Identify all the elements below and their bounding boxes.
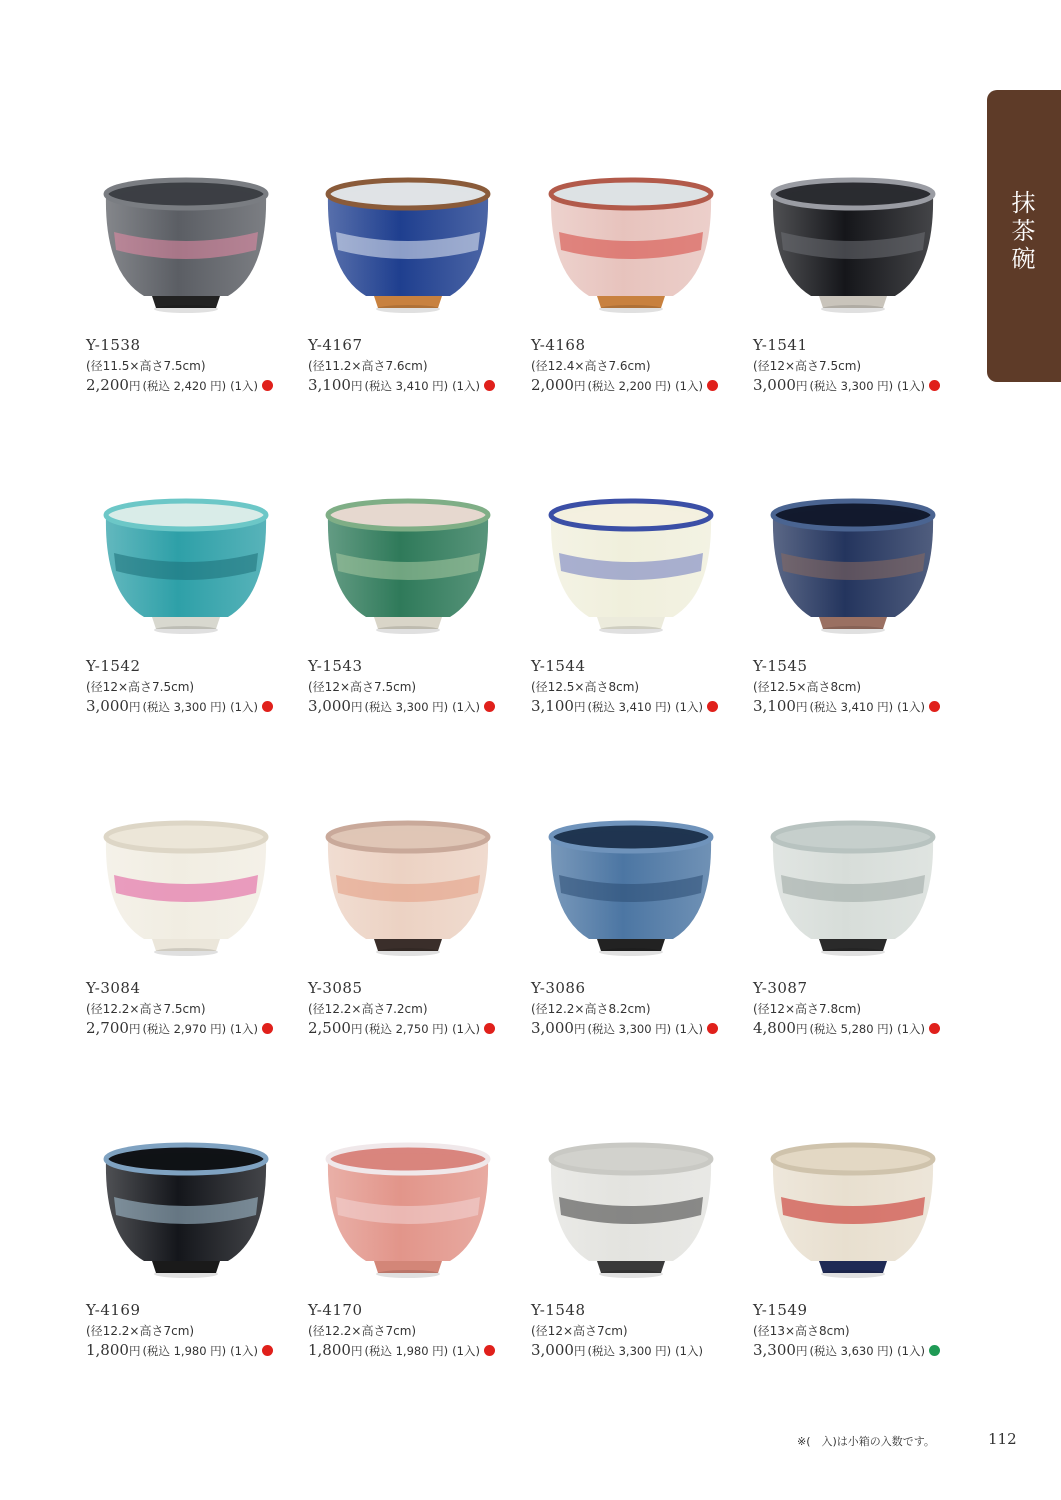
- product-size: (径12×高さ7.5cm): [753, 359, 862, 373]
- product-size: (径12×高さ7.8cm): [753, 1002, 862, 1016]
- price-line: [86, 1019, 273, 1037]
- status-dot-icon: [929, 701, 940, 712]
- status-dot-icon: [484, 1345, 495, 1356]
- tax-included-price: (税込 3,300 円): [142, 700, 227, 714]
- box-quantity: (1入): [675, 1022, 703, 1036]
- currency-label: 円: [128, 1344, 141, 1358]
- footer-note: ※( 入)は小箱の入数です。: [797, 1435, 935, 1448]
- product-price: 3,000: [753, 376, 796, 394]
- product-size: (径12.4×高さ7.6cm): [531, 359, 651, 373]
- box-quantity: (1入): [452, 1022, 480, 1036]
- product-code: Y-1541: [753, 336, 808, 354]
- tax-included-price: (税込 2,750 円): [364, 1022, 449, 1036]
- box-quantity: (1入): [675, 1344, 703, 1358]
- product-card[interactable]: [753, 493, 975, 763]
- product-image: [86, 1137, 308, 1297]
- box-quantity: (1入): [452, 379, 480, 393]
- product-price: 2,500: [308, 1019, 351, 1037]
- tax-included-price: (税込 3,410 円): [809, 700, 894, 714]
- tea-bowl-image: [308, 172, 508, 332]
- box-quantity: (1入): [675, 700, 703, 714]
- product-card[interactable]: [531, 815, 753, 1085]
- tax-included-price: (税込 1,980 円): [364, 1344, 449, 1358]
- box-quantity: (1入): [897, 1022, 925, 1036]
- product-code: Y-4168: [531, 336, 586, 354]
- status-dot-icon: [929, 380, 940, 391]
- price-line: [753, 1341, 940, 1359]
- currency-label: 円: [128, 1022, 141, 1036]
- tax-included-price: (税込 5,280 円): [809, 1022, 894, 1036]
- product-price: 3,000: [531, 1341, 574, 1359]
- product-code: Y-1549: [753, 1301, 808, 1319]
- currency-label: 円: [573, 379, 586, 393]
- box-quantity: (1入): [230, 700, 258, 714]
- tea-bowl-image: [86, 1137, 286, 1297]
- currency-label: 円: [128, 700, 141, 714]
- price-line: [753, 697, 940, 715]
- product-image: [531, 1137, 753, 1297]
- currency-label: 円: [350, 379, 363, 393]
- status-dot-icon: [484, 380, 495, 391]
- product-card[interactable]: [86, 172, 308, 442]
- product-size: (径11.5×高さ7.5cm): [86, 359, 206, 373]
- product-price: 3,000: [86, 697, 129, 715]
- box-quantity: (1入): [230, 1022, 258, 1036]
- product-price: 3,000: [308, 697, 351, 715]
- product-price: 3,300: [753, 1341, 796, 1359]
- product-code: Y-1544: [531, 657, 586, 675]
- product-card[interactable]: [753, 1137, 975, 1407]
- product-image: [308, 493, 530, 653]
- price-line: [531, 1341, 703, 1359]
- product-code: Y-3085: [308, 979, 363, 997]
- product-image: [753, 493, 975, 653]
- product-price: 3,000: [531, 1019, 574, 1037]
- tea-bowl-image: [308, 1137, 508, 1297]
- box-quantity: (1入): [452, 700, 480, 714]
- product-price: 2,700: [86, 1019, 129, 1037]
- box-quantity: (1入): [897, 700, 925, 714]
- product-price: 2,200: [86, 376, 129, 394]
- status-dot-icon: [484, 701, 495, 712]
- status-dot-icon: [707, 1023, 718, 1034]
- page-number: 112: [988, 1430, 1017, 1448]
- category-tab[interactable]: [987, 90, 1061, 382]
- product-size: (径13×高さ8cm): [753, 1324, 850, 1338]
- box-quantity: (1入): [230, 379, 258, 393]
- product-card[interactable]: [308, 493, 530, 763]
- box-quantity: (1入): [452, 1344, 480, 1358]
- status-dot-icon: [929, 1345, 940, 1356]
- currency-label: 円: [795, 700, 808, 714]
- product-code: Y-1542: [86, 657, 141, 675]
- tax-included-price: (税込 3,410 円): [364, 379, 449, 393]
- tea-bowl-image: [308, 493, 508, 653]
- price-line: [531, 376, 718, 394]
- product-image: [753, 815, 975, 975]
- product-card[interactable]: [86, 493, 308, 763]
- price-line: [753, 376, 940, 394]
- product-size: (径12.2×高さ7cm): [308, 1324, 417, 1338]
- status-dot-icon: [929, 1023, 940, 1034]
- product-code: Y-1543: [308, 657, 363, 675]
- status-dot-icon: [707, 701, 718, 712]
- price-line: [308, 1341, 495, 1359]
- price-line: [308, 697, 495, 715]
- currency-label: 円: [573, 1022, 586, 1036]
- price-line: [308, 376, 495, 394]
- currency-label: 円: [350, 700, 363, 714]
- category-tab-label: 抹茶碗: [1007, 190, 1035, 274]
- tea-bowl-image: [753, 493, 953, 653]
- product-size: (径12.2×高さ7.2cm): [308, 1002, 428, 1016]
- product-size: (径12×高さ7cm): [531, 1324, 628, 1338]
- tax-included-price: (税込 3,630 円): [809, 1344, 894, 1358]
- product-code: Y-4167: [308, 336, 363, 354]
- product-price: 3,100: [531, 697, 574, 715]
- box-quantity: (1入): [675, 379, 703, 393]
- tea-bowl-image: [753, 815, 953, 975]
- product-size: (径12.5×高さ8cm): [753, 680, 862, 694]
- product-card[interactable]: [86, 815, 308, 1085]
- product-size: (径12×高さ7.5cm): [86, 680, 195, 694]
- price-line: [86, 1341, 273, 1359]
- tea-bowl-image: [531, 172, 731, 332]
- status-dot-icon: [262, 1023, 273, 1034]
- product-size: (径12.5×高さ8cm): [531, 680, 640, 694]
- product-image: [753, 172, 975, 332]
- currency-label: 円: [350, 1022, 363, 1036]
- product-card[interactable]: [753, 815, 975, 1085]
- status-dot-icon: [262, 380, 273, 391]
- currency-label: 円: [350, 1344, 363, 1358]
- price-line: [308, 1019, 495, 1037]
- tax-included-price: (税込 3,300 円): [587, 1344, 672, 1358]
- product-card[interactable]: [308, 172, 530, 442]
- product-image: [308, 815, 530, 975]
- tea-bowl-image: [86, 815, 286, 975]
- product-size: (径12.2×高さ7cm): [86, 1324, 195, 1338]
- tea-bowl-image: [531, 493, 731, 653]
- price-line: [531, 1019, 718, 1037]
- tax-included-price: (税込 3,300 円): [364, 700, 449, 714]
- tea-bowl-image: [86, 493, 286, 653]
- tax-included-price: (税込 3,300 円): [587, 1022, 672, 1036]
- product-image: [308, 1137, 530, 1297]
- product-code: Y-3087: [753, 979, 808, 997]
- tax-included-price: (税込 3,300 円): [809, 379, 894, 393]
- product-card[interactable]: [753, 172, 975, 442]
- tax-included-price: (税込 2,970 円): [142, 1022, 227, 1036]
- product-size: (径11.2×高さ7.6cm): [308, 359, 428, 373]
- product-size: (径12.2×高さ8.2cm): [531, 1002, 651, 1016]
- product-card[interactable]: [308, 1137, 530, 1407]
- tea-bowl-image: [86, 172, 286, 332]
- currency-label: 円: [795, 1344, 808, 1358]
- tea-bowl-image: [308, 815, 508, 975]
- tea-bowl-image: [531, 1137, 731, 1297]
- product-code: Y-4170: [308, 1301, 363, 1319]
- currency-label: 円: [795, 1022, 808, 1036]
- product-card[interactable]: [308, 815, 530, 1085]
- status-dot-icon: [484, 1023, 495, 1034]
- box-quantity: (1入): [230, 1344, 258, 1358]
- currency-label: 円: [128, 379, 141, 393]
- status-dot-icon: [262, 1345, 273, 1356]
- currency-label: 円: [573, 700, 586, 714]
- currency-label: 円: [795, 379, 808, 393]
- product-price: 1,800: [86, 1341, 129, 1359]
- tea-bowl-image: [531, 815, 731, 975]
- product-card[interactable]: [531, 172, 753, 442]
- status-dot-icon: [262, 701, 273, 712]
- product-image: [86, 493, 308, 653]
- price-line: [753, 1019, 940, 1037]
- box-quantity: (1入): [897, 379, 925, 393]
- product-image: [531, 172, 753, 332]
- product-code: Y-3086: [531, 979, 586, 997]
- product-size: (径12×高さ7.5cm): [308, 680, 417, 694]
- product-code: Y-1548: [531, 1301, 586, 1319]
- product-size: (径12.2×高さ7.5cm): [86, 1002, 206, 1016]
- status-dot-icon: [707, 380, 718, 391]
- product-card[interactable]: [86, 1137, 308, 1407]
- product-price: 2,000: [531, 376, 574, 394]
- product-image: [531, 493, 753, 653]
- product-code: Y-1538: [86, 336, 141, 354]
- product-price: 3,100: [308, 376, 351, 394]
- box-quantity: (1入): [897, 1344, 925, 1358]
- tax-included-price: (税込 3,410 円): [587, 700, 672, 714]
- price-line: [531, 697, 718, 715]
- product-price: 3,100: [753, 697, 796, 715]
- product-card[interactable]: [531, 493, 753, 763]
- product-price: 1,800: [308, 1341, 351, 1359]
- tea-bowl-image: [753, 1137, 953, 1297]
- tax-included-price: (税込 2,420 円): [142, 379, 227, 393]
- tax-included-price: (税込 1,980 円): [142, 1344, 227, 1358]
- product-code: Y-4169: [86, 1301, 141, 1319]
- product-image: [753, 1137, 975, 1297]
- tax-included-price: (税込 2,200 円): [587, 379, 672, 393]
- product-image: [531, 815, 753, 975]
- tea-bowl-image: [753, 172, 953, 332]
- product-code: Y-3084: [86, 979, 141, 997]
- price-line: [86, 697, 273, 715]
- product-image: [86, 815, 308, 975]
- product-image: [86, 172, 308, 332]
- product-image: [308, 172, 530, 332]
- price-line: [86, 376, 273, 394]
- product-card[interactable]: [531, 1137, 753, 1407]
- product-code: Y-1545: [753, 657, 808, 675]
- product-price: 4,800: [753, 1019, 796, 1037]
- currency-label: 円: [573, 1344, 586, 1358]
